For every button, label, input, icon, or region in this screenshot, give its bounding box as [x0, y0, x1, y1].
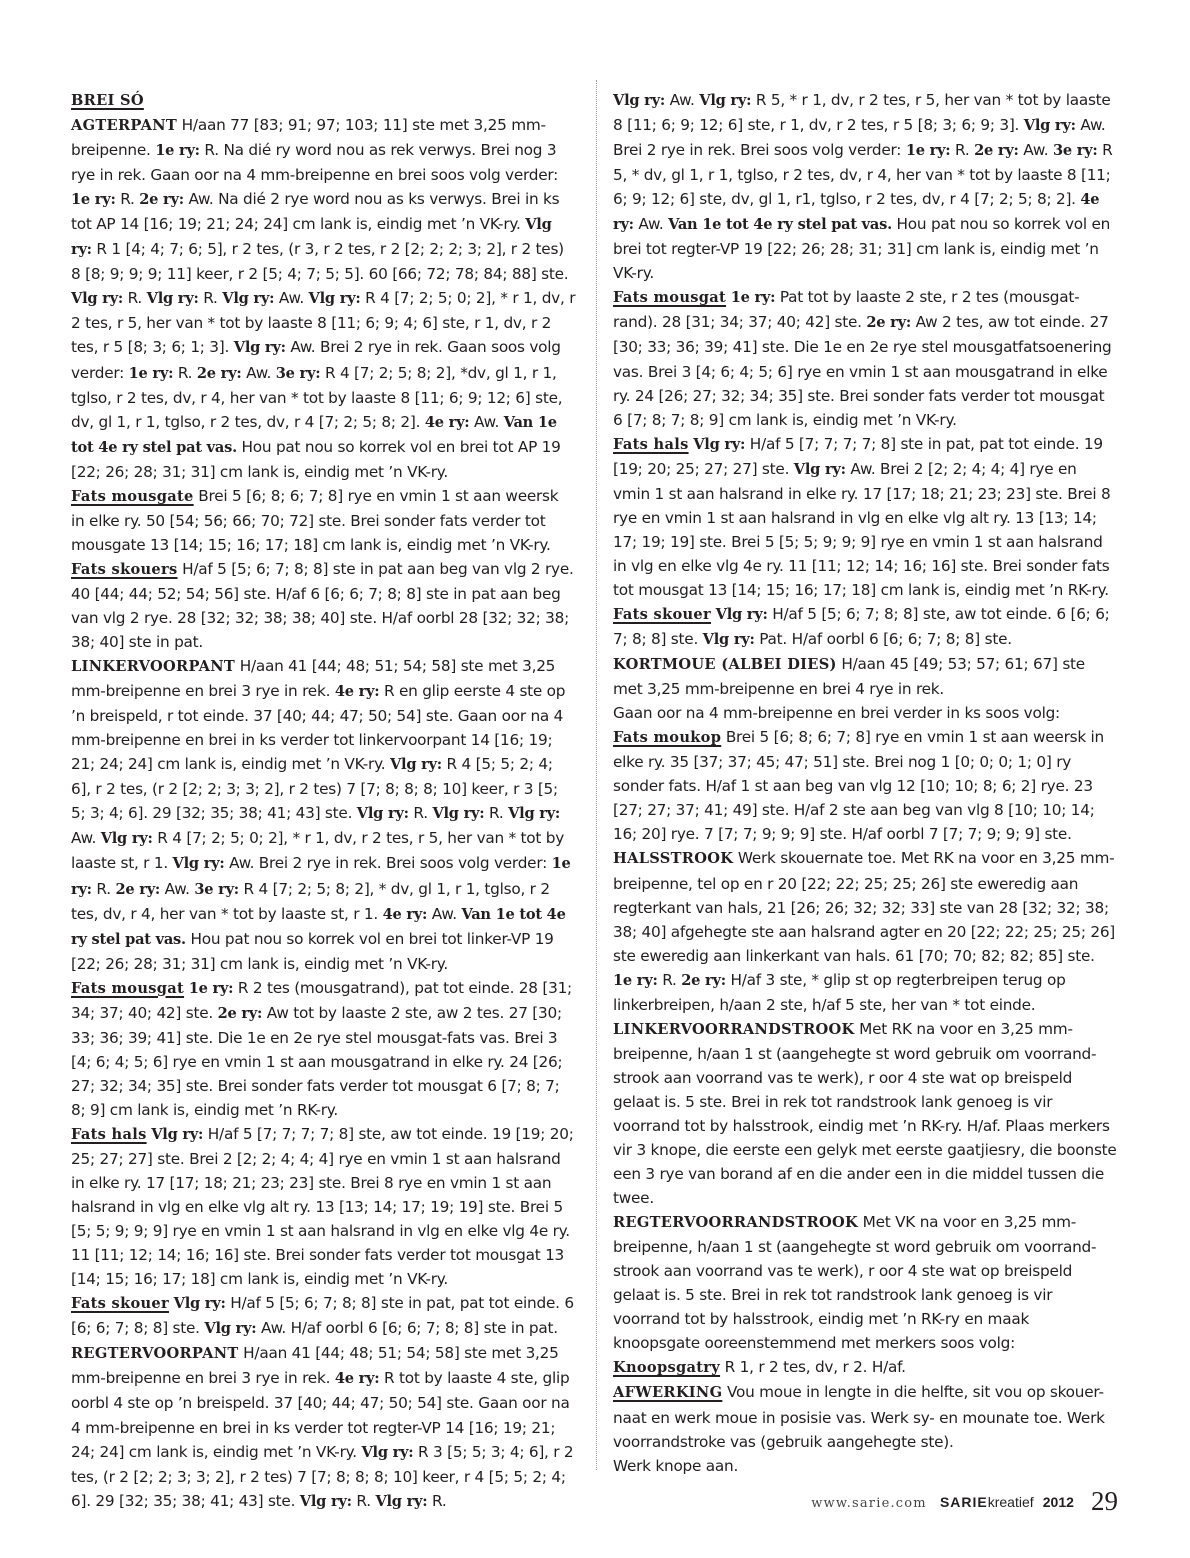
body-text: H/af 5 [7; 7; 7; 7; 8] ste, aw tot einde. 19 [19; 20; 25; 27; 27] ste. Brei 2 [2; 2; 4; 4; 4] rye en vmin 1 st aan halsrand in elke ry. 17 [17; 18; 21; 23; 23] ste. Brei 8 rye en vmin 1 st aan halsrand in vlg en elke vlg alt ry. 13 [13; 14; 17; 19; 19] ste. Brei 5 [5; 5; 9; 9; 9] rye en vmin 1 st aan halsrand in vlg en elke vlg 4e ry. 11 [11; 12; 14; 16; 16] ste. Brei sonder fats verder tot mousgat 13 [14; 15; 16; 17; 18] cm lank is, eindig met ’n VK-ry. [71, 1124, 574, 1289]
body-text: Aw. [469, 412, 504, 431]
body-text: H/af 5 [5; 6; 7; 8; 8] ste, aw tot einde. 6 [6; 6; 7; 8; 8] ste. [613, 604, 1110, 649]
body-text: R 3 [5; 5; 3; 4; 6], r 2 tes, (r 2 [2; 2; 3; 3; 2], r 2 tes) 7 [7; 8; 8; 8; 10] keer, r 4 [5; 5; 2; 4; 6]. 29 [32; 35; 38; 41; 43] ste. [71, 1442, 574, 1510]
section-heading: Fats hals [613, 435, 689, 453]
left-column [71, 88, 576, 1514]
body-text: R. [427, 1491, 447, 1510]
pattern-paragraph [613, 725, 1118, 846]
section-heading: REGTERVOORPANT [71, 1345, 239, 1363]
section-heading: AFWERKING [613, 1384, 723, 1402]
section-heading: Fats hals [71, 1125, 147, 1143]
body-text: Aw. [241, 363, 276, 382]
body-text: R. [91, 879, 116, 898]
body-text: R 4 [7; 2; 5; 8; 2], * dv, gl 1, r 1, tglso, r 2 tes, dv, r 4, her van * tot by laaste st, r 1. [71, 879, 550, 923]
body-text: Aw. [664, 91, 700, 109]
row-label: Vlg ry: [71, 290, 123, 308]
body-text: Pat tot by laaste 2 ste, r 2 tes (mousgat-rand). 28 [31; 34; 37; 40; 42] ste. [613, 288, 1080, 332]
body-text: R 1 [4; 4; 7; 6; 5], r 2 tes, (r 3, r 2 tes, r 2 [2; 2; 2; 3; 2], r 2 tes) 8 [8; 9; 9; 9; 11] keer, r 2 [5; 4; 7; 5; 5]. 60 [66; 72; 78; 84; 88] ste. [71, 240, 569, 284]
row-label: Vlg ry: [299, 1492, 352, 1510]
pattern-paragraph [71, 88, 576, 113]
body-text: Pat. H/af oorbl 6 [6; 6; 7; 8; 8] ste. [754, 630, 1012, 649]
body-text: R. [657, 970, 682, 989]
row-label: Vlg ry: [508, 805, 561, 823]
row-label: 3e ry: [194, 880, 239, 898]
row-label: Vlg ry: [100, 830, 153, 848]
body-text: R 5, * dv, gl 1, r 1, tglso, r 2 tes, dv, r 4, her van * tot by laaste 8 [11; 6; 9; 12; 6] ste, dv, gl 1, r1, tglso, r 2 tes, dv, r 4 [7; 2; 5; 8; 2]. [613, 141, 1113, 209]
pattern-paragraph [71, 557, 576, 654]
body-text: R 5, * r 1, dv, r 2 tes, r 5, her van * tot by laaste 8 [11; 6; 9; 12; 6] ste, r 1, dv, r 2 tes, r 5 [8; 3; 6; 9; 3]. [613, 91, 1111, 135]
body-text: Vou moue in lengte in die helfte, sit vou op skouer-naat en werk moue in posisie vas. Werk sy- en mounate toe. Werk voorrandstroke vas (gebruik aangehegte ste). [613, 1383, 1105, 1451]
body-text: H/aan 41 [44; 48; 51; 54; 58] ste met 3,25 mm-breipenne en brei 3 rye in rek. [71, 657, 556, 701]
section-heading: Fats mousgat [613, 289, 727, 307]
row-label: 1e ry: [128, 364, 174, 382]
body-text: Aw. [427, 904, 462, 923]
row-label: Vlg ry: [702, 631, 755, 649]
pattern-paragraph [71, 113, 576, 484]
body-text: R. [173, 363, 197, 382]
pattern-paragraph [613, 701, 1118, 725]
row-label: 1e ry: [188, 979, 234, 997]
body-text: R 2 tes (mousgatrand), pat tot einde. 28 [31; 34; 37; 40; 42] ste. [71, 978, 572, 1022]
body-text: H/af 5 [5; 6; 7; 8; 8] ste in pat aan beg van vlg 2 rye. 40 [44; 44; 52; 54; 56] ste. H/af 6 [6; 6; 7; 8; 8] ste in pat aan beg van vlg 2 rye. 28 [32; 32; 38; 38; 40] ste. H/af oorbl 28 [32; 32; 38; 38; 40] ste in pat. [71, 559, 574, 652]
pattern-paragraph [613, 1210, 1118, 1355]
row-label: 4e ry: [334, 1370, 380, 1388]
section-heading: Fats skouers [71, 560, 178, 578]
row-label: Vlg ry: [432, 805, 485, 823]
body-text: Werk skouernate toe. Met RK na voor en 3,25 mm-breipenne, tel op en r 20 [22; 22; 25; 25; 26] ste eweredig aan regterkant van hals, 21 [26; 26; 32; 32; 33] ste van 28 [32; 32; 38; 38; 40] afgehegte ste aan halsrand agter en 20 [22; 22; 25; 25; 26] ste eweredig aan linkerkant van hals. 61 [70; 70; 82; 82; 85] ste. [613, 849, 1116, 965]
row-label: Vlg ry: [173, 1295, 226, 1313]
body-text: Aw. [274, 289, 309, 308]
row-label: Vlg ry: [613, 92, 665, 109]
body-text: Aw 2 tes, aw tot einde. 27 [30; 33; 36; 39; 41] ste. Die 1e en 2e rye stel mousgatfatsoenering vas. Brei 3 [4; 6; 4; 5; 6] rye en vmin 1 st aan mousgatrand in elke ry. 24 [26; 27; 32; 34; 35] ste. Brei sonder fats verder tot mousgat 6 [7; 8; 7; 8; 9] cm lank is, eindig met ’n VK-ry. [613, 313, 1112, 429]
row-label: Vlg ry: [71, 216, 552, 259]
body-text: Aw. [1018, 141, 1053, 160]
row-label: 4e ry: [613, 191, 1100, 234]
row-label: 1e ry: [155, 142, 200, 160]
body-text: R 4 [5; 5; 2; 4; 6], r 2 tes, (r 2 [2; 2; 3; 3; 2], r 2 tes) 7 [7; 8; 8; 8; 10] keer, r 3 [5; 5; 3; 4; 6]. 29 [32; 35; 38; 41; 43] ste. [71, 755, 558, 823]
body-text: Aw. [160, 879, 195, 898]
row-label: 2e ry: [139, 191, 184, 209]
body-text: H/af 5 [7; 7; 7; 7; 8] ste in pat, pat tot einde. 19 [19; 20; 25; 27; 27] ste. [613, 434, 1103, 478]
column-divider [596, 80, 597, 1470]
pattern-paragraph [71, 1341, 576, 1513]
section-heading: HALSSTROOK [613, 850, 734, 868]
section-heading: Fats moukop [613, 729, 722, 747]
row-label: 3e ry: [275, 364, 321, 382]
pattern-paragraph [613, 1017, 1118, 1210]
body-text: R 4 [7; 2; 5; 0; 2], * r 1, dv, r 2 tes, r 5, her van * tot by laaste 8 [11; 6; 9; 4; 6] ste, r 1, dv, r 2 tes, r 5 [8; 3; 6; 1; 3]. [71, 289, 576, 357]
row-label: 1e ry: [730, 289, 776, 307]
row-label: Vlg ry: [146, 290, 199, 308]
body-text: H/aan 45 [49; 53; 57; 61; 67] ste met 3,25 mm-breipenne en brei 4 rye in rek. [613, 655, 1085, 699]
body-text: R 1, r 2 tes, dv, r 2. H/af. [720, 1358, 906, 1377]
body-text: H/aan 41 [44; 48; 51; 54; 58] ste met 3,25 mm-breipenne en brei 3 rye in rek. [71, 1344, 559, 1388]
body-text: R. [198, 289, 223, 308]
body-text: R. [351, 1491, 376, 1510]
body-text: Aw. Brei 2 [2; 2; 4; 4; 4] rye en vmin 1 st aan halsrand in elke ry. 17 [17; 18; 21; 23; 23] ste. Brei 8 rye en vmin 1 st aan halsrand in vlg en elke vlg alt ry. 13 [13; 14; 17; 19; 19] ste. Brei 5 [5; 5; 9; 9; 9] rye en vmin 1 st aan halsrand in vlg en elke vlg 4e ry. 11 [11; 12; 14; 16; 16] ste. Brei sonder fats tot mousgat 13 [14; 15; 16; 17; 18] cm lank is, eindig met ’n RK-ry. [613, 459, 1111, 599]
pattern-paragraph [71, 484, 576, 557]
body-text: Werk knope aan. [613, 1456, 739, 1475]
row-label: 1e ry: [905, 142, 951, 160]
section-heading: LINKERVOORPANT [71, 658, 236, 676]
row-label: 2e ry: [866, 314, 911, 332]
body-text: Aw. [633, 215, 669, 234]
body-text: Aw. H/af oorbl 6 [6; 6; 7; 8; 8] ste in pat. [256, 1319, 558, 1338]
row-label: Vlg ry: [389, 756, 442, 774]
pattern-paragraph [613, 1380, 1118, 1453]
body-text: R. [408, 804, 433, 823]
pattern-paragraph [613, 652, 1118, 701]
pattern-paragraph [613, 88, 1118, 285]
footer-year: 2012 [1042, 1494, 1074, 1510]
pattern-paragraph [613, 285, 1118, 431]
pattern-paragraph [613, 1454, 1118, 1478]
body-text: Hou pat nou so korrek vol en brei tot linker-VP 19 [22; 26; 28; 31; 31] cm lank is, eindig met ’n VK-ry. [71, 929, 554, 973]
pattern-paragraph [71, 976, 576, 1122]
pattern-paragraph [613, 602, 1118, 652]
row-label: Vlg ry: [222, 290, 275, 308]
row-label: Vlg ry: [172, 855, 225, 873]
row-label: Vlg ry: [233, 339, 286, 357]
body-text: R. [122, 289, 147, 308]
body-text: R. [115, 190, 140, 209]
body-text: Brei 5 [6; 8; 6; 7; 8] rye en vmin 1 st aan weersk in elke ry. 50 [54; 56; 66; 70; 72] ste. Brei sonder fats verder tot mousgate 13 [14; 15; 16; 17; 18] cm lank is, eindig met ’n VK-ry. [71, 486, 559, 554]
body-text: Aw tot by laaste 2 ste, aw 2 tes. 27 [30; 33; 36; 39; 41] ste. Die 1e en 2e rye stel mousgat-fats vas. Brei 3 [4; 6; 4; 5; 6] rye en vmin 1 st aan mousgatrand in elke ry. 24 [26; 27; 32; 34; 35] ste. Brei sonder fats verder tot mousgat 6 [7; 8; 7; 8; 9] cm lank is, eindig met ’n RK-ry. [71, 1003, 563, 1119]
body-text: H/af 3 ste, * glip st op regterbreipen terug op linkerbreipen, h/aan 2 ste, h/af 5 ste, her van * tot einde. [613, 970, 1066, 1014]
row-label: Vlg ry: [204, 1320, 257, 1338]
section-heading: LINKERVOORRANDSTROOK [613, 1020, 855, 1038]
row-label: 2e ry: [681, 971, 726, 989]
section-heading: BREI SÓ [71, 92, 144, 109]
body-text: Met RK na voor en 3,25 mm-breipenne, h/aan 1 st (aangehegte st word gebruik om voorrand-strook aan voorrand vas te werk), r oor 4 ste wat op breispeld gelaat is. 5 ste. Brei in rek tot randstrook lank genoeg is vir voorrand tot by halsstrook, eindig met ’n RK-ry. H/af. Plaas merkers vir 3 knope, die eerste een gelyk met eerste gaatjiesry, die boonste een 3 rye van borand af en die ander een in die middel tussen die twee. [613, 1019, 1117, 1208]
section-heading: Fats mousgate [71, 487, 194, 505]
body-text: R 4 [7; 2; 5; 8; 2], *dv, gl 1, r 1, tglso, r 2 tes, dv, r 4, her van * tot by laaste 8 [11; 6; 9; 12; 6] ste, dv, gl 1, r 1, tglso, r 2 tes, dv, r 4 [7; 2; 5; 8; 2]. [71, 363, 563, 431]
row-label: Vlg ry: [699, 92, 752, 109]
footer-brand: SARIE [939, 1494, 988, 1510]
row-label: Vlg ry: [375, 1492, 428, 1510]
row-label: Vlg ry: [151, 1125, 204, 1143]
row-label: Vlg ry: [693, 435, 746, 453]
footer-brand-suffix: kreatief [987, 1494, 1034, 1510]
page-footer [811, 1486, 1118, 1517]
body-text: Brei 5 [6; 8; 6; 7; 8] rye en vmin 1 st aan weersk in elke ry. 35 [37; 37; 45; 47; 51] ste. Brei nog 1 [0; 0; 0; 1; 0] ry sonder fats. H/af 1 st aan beg van vlg 12 [10; 10; 8; 6; 2] rye. 23 [27; 27; 37; 41; 49] ste. H/af 2 ste aan beg van vlg 8 [10; 10; 14; 16; 20] rye. 7 [7; 7; 9; 9; 9] ste. H/af oorbl 7 [7; 7; 9; 9; 9] ste. [613, 728, 1104, 844]
body-text: R. Na dié ry word nou as rek verwys. Brei nog 3 rye in rek. Gaan oor na 4 mm-breipenne en brei soos volg verder: [71, 141, 559, 185]
body-text: H/aan 77 [83; 91; 97; 103; 11] ste met 3,25 mm-breipenne. [71, 116, 546, 160]
body-text: Hou pat nou so korrek vol en brei tot regter-VP 19 [22; 26; 28; 31; 31] cm lank is, eindig met ’n VK-ry. [613, 215, 1111, 283]
body-text: Hou pat nou so korrek vol en brei tot AP 19 [22; 26; 28; 31; 31] cm lank is, eindig met ’n VK-ry. [71, 437, 561, 481]
page-number: 29 [1091, 1486, 1118, 1516]
body-text: R. [484, 804, 509, 823]
body-text: Gaan oor na 4 mm-breipenne en brei verder in ks soos volg: [613, 704, 1060, 723]
body-text: Aw. [71, 829, 101, 848]
section-heading: Fats mousgat [71, 979, 185, 997]
row-label: 2e ry: [115, 880, 161, 898]
body-text: Aw. Brei 2 rye in rek. Brei soos volg verder: [613, 116, 1106, 160]
pattern-paragraph [613, 432, 1118, 602]
row-label: 3e ry: [1052, 142, 1098, 160]
body-text: Aw. Na dié 2 rye word nou as ks verwys. Brei in ks tot AP 14 [16; 19; 21; 24; 24] cm lank is, eindig met ’n VK-ry. [71, 190, 560, 234]
row-label: 4e ry: [334, 683, 380, 701]
row-label: Vlg ry: [1023, 117, 1076, 135]
row-label: Van 1e tot 4e ry stel pat vas. [71, 413, 557, 456]
body-text: R en glip eerste 4 ste op ’n breispeld, r tot einde. 37 [40; 44; 47; 50; 54] ste. Gaan oor na 4 mm-breipenne en brei in ks verder tot linkervoorpant 14 [16; 19; 21; 24; 24] cm lank is, eindig met ’n VK-ry. [71, 682, 566, 774]
row-label: 4e ry: [424, 413, 470, 431]
row-label: Van 1e tot 4e ry stel pat vas. [668, 216, 892, 234]
section-heading: KORTMOUE (ALBEI DIES) [613, 656, 837, 674]
row-label: Van 1e tot 4e ry stel pat vas. [71, 905, 566, 948]
row-label: Vlg ry: [356, 805, 409, 823]
section-heading: REGTERVOORRANDSTROOK [613, 1214, 859, 1232]
section-heading: Knoopsgatry [613, 1359, 721, 1377]
row-label: Vlg ry: [793, 460, 846, 478]
right-column [613, 88, 1118, 1478]
footer-url[interactable]: www.sarie.com [811, 1496, 927, 1511]
section-heading: Fats skouer [71, 1295, 170, 1313]
pattern-paragraph [71, 1291, 576, 1341]
body-text: Aw. Brei 2 rye in rek. Gaan soos volg verder: [71, 338, 561, 382]
pattern-paragraph [613, 1355, 1118, 1380]
row-label: 1e ry: [71, 191, 116, 209]
body-text: R. [950, 141, 975, 160]
row-label: Vlg ry: [715, 605, 768, 623]
row-label: 2e ry: [974, 142, 1019, 160]
row-label: 4e ry: [382, 905, 428, 923]
pattern-paragraph [71, 1122, 576, 1291]
body-text: Aw. Brei 2 rye in rek. Brei soos volg verder: [224, 854, 552, 873]
row-label: Vlg ry: [361, 1443, 414, 1461]
row-label: Vlg ry: [308, 290, 361, 308]
body-text: R 4 [7; 2; 5; 0; 2], * r 1, dv, r 2 tes, r 5, her van * tot by laaste st, r 1. [71, 829, 565, 873]
section-heading: AGTERPANT [71, 117, 178, 135]
body-text: Met VK na voor en 3,25 mm-breipenne, h/aan 1 st (aangehegte st word gebruik om voorrand-strook aan voorrand vas te werk), r oor 4 ste wat op breispeld gelaat is. 5 ste. Brei in rek tot randstrook lank genoeg is vir voorrand tot by halsstrook, eindig met ’n RK-ry en maak knoopsgate ooreenstemmend met merkers soos volg: [613, 1213, 1097, 1353]
row-label: 2e ry: [196, 364, 242, 382]
row-label: 1e ry: [71, 855, 571, 898]
pattern-paragraph [613, 846, 1118, 1016]
body-text: R tot by laaste 4 ste, glip oorbl 4 ste op ’n breispeld. 37 [40; 44; 47; 50; 54] ste. Gaan oor na 4 mm-breipenne en brei in ks verder tot regter-VP 14 [16; 19; 21; 24; 24] cm lank is, eindig met ’n VK-ry. [71, 1369, 570, 1461]
row-label: 2e ry: [217, 1004, 263, 1022]
pattern-paragraph [71, 654, 576, 976]
body-text: H/af 5 [5; 6; 7; 8; 8] ste in pat, pat tot einde. 6 [6; 6; 7; 8; 8] ste. [71, 1294, 574, 1338]
section-heading: Fats skouer [613, 605, 712, 623]
row-label: 1e ry: [613, 971, 658, 989]
